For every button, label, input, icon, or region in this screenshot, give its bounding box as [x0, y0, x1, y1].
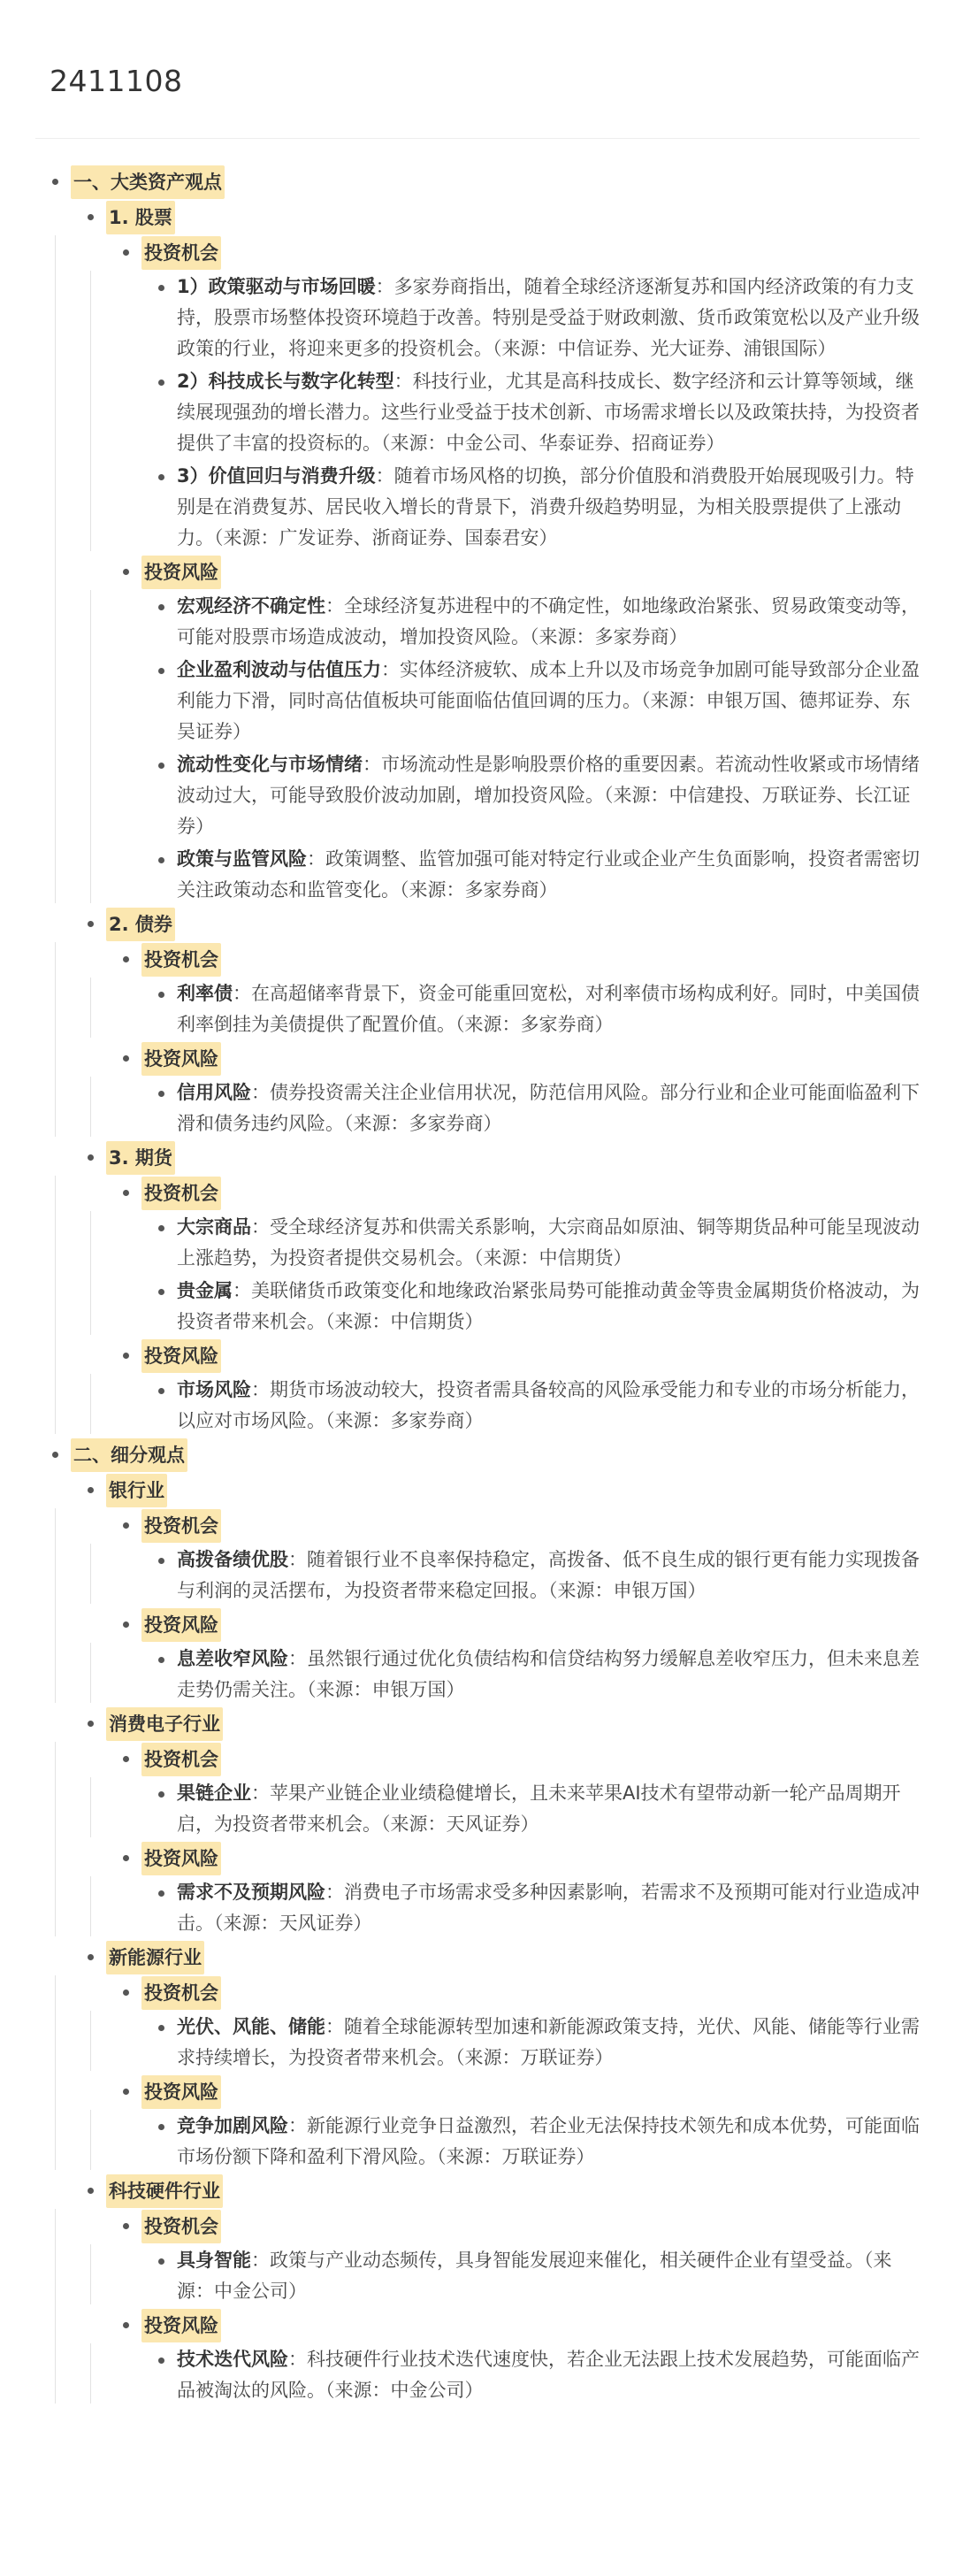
highlighted-heading: 1. 股票	[106, 201, 175, 234]
indent-guide-line	[90, 2011, 91, 2071]
leaf-text: 随着全球能源转型加速和新能源政策支持，光伏、风能、储能等行业需求持续增长，为投资者带来机会。（来源：万联证券）	[177, 2016, 920, 2068]
bullet-dot-icon[interactable]	[88, 1154, 94, 1161]
leaf-text: 全球经济复苏进程中的不确定性，如地缘政治紧张、贸易政策变动等，可能对股票市场造成波动，增加投资风险。（来源：多家券商）	[177, 595, 920, 648]
highlighted-heading: 投资风险	[141, 1608, 221, 1642]
bullet-dot-icon[interactable]	[123, 249, 129, 256]
outline-tree	[0, 165, 955, 2407]
outline-leaf-row[interactable]	[177, 1275, 955, 1338]
leaf-text: 新能源行业竞争日益激烈，若企业无法保持技术领先和成本优势，可能面临市场份额下降和盈利下滑风险。（来源：万联证券）	[177, 2115, 920, 2167]
leaf-text: 政策调整、监管加强可能对特定行业或企业产生负面影响，投资者需密切关注政策动态和监管变化。（来源：多家券商）	[177, 848, 920, 901]
bullet-dot-icon[interactable]	[158, 857, 164, 863]
indent-guide-line	[55, 942, 56, 1137]
bullet-dot-icon[interactable]	[158, 1791, 164, 1798]
outline-node-row[interactable]	[141, 1176, 955, 1211]
outline-children	[141, 2110, 955, 2174]
bullet-dot-icon[interactable]	[52, 1452, 58, 1458]
leaf-separator: ：	[307, 848, 325, 870]
indent-guide-line	[55, 1176, 56, 1434]
leaf-separator: ：	[288, 1549, 307, 1570]
outline-leaf-row[interactable]	[177, 748, 955, 843]
outline-leaf-row[interactable]	[177, 460, 955, 555]
outline-node-level-3[interactable]	[106, 1607, 955, 1706]
leaf-text: 政策与产业动态频传，具身智能发展迎来催化，相关硬件企业有望受益。（来源：中金公司）	[177, 2250, 892, 2302]
leaf-label: 具身智能	[177, 2250, 251, 2271]
highlighted-heading: 2. 债券	[106, 908, 175, 941]
leaf-separator: ：	[325, 595, 344, 617]
leaf-text: 债券投资需关注企业信用状况，防范信用风险。部分行业和企业可能面临盈利下滑和债务违约风险。（来源：多家券商）	[177, 1082, 920, 1134]
indent-guide-line	[55, 1508, 56, 1703]
highlighted-heading: 一、大类资产观点	[71, 165, 225, 199]
leaf-separator: ：	[393, 371, 413, 392]
outline-leaf-item[interactable]	[141, 590, 955, 654]
outline-node-level-2[interactable]	[71, 2174, 955, 2407]
leaf-text: 随着银行业不良率保持稳定，高拨备、低不良生成的银行更有能力实现拨备与利润的灵活摆布，为投资者带来稳定回报。（来源：申银万国）	[177, 1549, 920, 1601]
leaf-text: 科技行业，尤其是高科技成长、数字经济和云计算等领域，继续展现强劲的增长潜力。这些行业受益于技术创新、市场需求增长以及政策扶持，为投资者提供了丰富的投资标的。（来源：中金公司、华泰证券、招商证券）	[177, 371, 920, 454]
outline-leaf-item[interactable]	[141, 2244, 955, 2308]
outline-node-level-2[interactable]	[71, 907, 955, 1140]
indent-guide-line	[90, 2110, 91, 2170]
outline-node-row[interactable]	[141, 555, 955, 590]
outline-node-row[interactable]	[141, 1607, 955, 1643]
outline-node-level-2[interactable]	[71, 1706, 955, 1940]
outline-leaf-row[interactable]	[177, 365, 955, 460]
leaf-separator: ：	[233, 983, 251, 1004]
bullet-dot-icon[interactable]	[158, 380, 164, 386]
outline-children	[106, 1176, 955, 1438]
outline-node-row[interactable]	[141, 2074, 955, 2110]
leaf-label: 企业盈利波动与估值压力	[177, 659, 381, 680]
bullet-dot-icon[interactable]	[88, 1954, 94, 1960]
leaf-separator: ：	[233, 1280, 251, 1301]
highlighted-heading: 投资机会	[141, 943, 221, 977]
bullet-dot-icon[interactable]	[88, 214, 94, 220]
bullet-dot-icon[interactable]	[158, 474, 164, 480]
outline-leaf-item[interactable]	[141, 365, 955, 460]
outline-leaf-item[interactable]	[141, 1876, 955, 1940]
bullet-dot-icon[interactable]	[158, 1388, 164, 1394]
leaf-separator: ：	[325, 2016, 344, 2037]
outline-children	[141, 2343, 955, 2407]
outline-leaf-row[interactable]	[177, 1643, 955, 1706]
outline-node-level-3[interactable]	[106, 2209, 955, 2308]
outline-leaf-item[interactable]	[141, 843, 955, 907]
title-divider	[35, 138, 920, 139]
outline-children	[141, 978, 955, 1041]
bullet-dot-icon[interactable]	[158, 992, 164, 998]
outline-leaf-row[interactable]	[177, 1876, 955, 1940]
outline-leaf-item[interactable]	[141, 1544, 955, 1607]
outline-leaf-item[interactable]	[141, 1643, 955, 1706]
bullet-dot-icon[interactable]	[158, 2124, 164, 2130]
outline-node-row[interactable]	[141, 2308, 955, 2343]
outline-node-level-3[interactable]	[106, 1176, 955, 1338]
highlighted-heading: 科技硬件行业	[106, 2174, 223, 2208]
outline-node-level-3[interactable]	[106, 2308, 955, 2407]
leaf-label: 高拨备绩优股	[177, 1549, 288, 1570]
indent-guide-line	[90, 590, 91, 903]
outline-leaf-item[interactable]	[141, 1777, 955, 1841]
bullet-dot-icon[interactable]	[123, 1190, 129, 1196]
leaf-label: 1）政策驱动与市场回暖	[177, 276, 376, 297]
leaf-text: 科技硬件行业技术迭代速度快，若企业无法跟上技术发展趋势，可能面临产品被淘汰的风险。（来源：中金公司）	[177, 2349, 920, 2401]
outline-children	[71, 1473, 955, 2407]
bullet-dot-icon[interactable]	[123, 2322, 129, 2328]
outline-children	[141, 1544, 955, 1607]
indent-guide-line	[90, 2343, 91, 2404]
bullet-dot-icon[interactable]	[158, 1657, 164, 1663]
outline-children	[71, 200, 955, 1438]
bullet-dot-icon[interactable]	[88, 1487, 94, 1493]
bullet-dot-icon[interactable]	[158, 763, 164, 769]
outline-leaf-row[interactable]	[177, 1777, 955, 1841]
leaf-separator: ：	[375, 465, 394, 487]
outline-node-level-2[interactable]	[71, 200, 955, 907]
outline-leaf-item[interactable]	[141, 748, 955, 843]
outline-node-level-3[interactable]	[106, 1041, 955, 1140]
outline-leaf-row[interactable]	[177, 2110, 955, 2174]
bullet-dot-icon[interactable]	[158, 1558, 164, 1564]
outline-leaf-item[interactable]	[141, 1374, 955, 1438]
outline-children	[106, 942, 955, 1140]
bullet-dot-icon[interactable]	[123, 1353, 129, 1359]
indent-guide-line	[90, 1643, 91, 1703]
outline-node-row[interactable]	[71, 165, 955, 200]
outline-leaf-row[interactable]	[177, 1077, 955, 1140]
outline-children	[141, 1777, 955, 1841]
outline-leaf-row[interactable]	[177, 654, 955, 748]
outline-children	[141, 2244, 955, 2308]
indent-guide-line	[90, 1544, 91, 1604]
outline-node-row[interactable]	[106, 1940, 955, 1975]
leaf-label: 技术迭代风险	[177, 2349, 288, 2370]
outline-node-row[interactable]	[106, 1140, 955, 1176]
bullet-dot-icon[interactable]	[158, 2258, 164, 2265]
outline-children	[141, 1643, 955, 1706]
leaf-label: 大宗商品	[177, 1216, 251, 1238]
outline-node-row[interactable]	[141, 1742, 955, 1777]
indent-guide-line	[90, 1211, 91, 1335]
leaf-label: 宏观经济不确定性	[177, 595, 325, 617]
outline-children	[106, 1975, 955, 2174]
leaf-label: 息差收窄风险	[177, 1648, 288, 1669]
outline-node-row[interactable]	[71, 1438, 955, 1473]
highlighted-heading: 投资机会	[141, 1177, 221, 1210]
outline-node-row[interactable]	[141, 235, 955, 271]
indent-guide-line	[90, 1077, 91, 1137]
outline-node-row[interactable]	[106, 1706, 955, 1742]
outline-node-row[interactable]	[106, 907, 955, 942]
outline-leaf-row[interactable]	[177, 2011, 955, 2074]
leaf-label: 信用风险	[177, 1082, 251, 1103]
leaf-label: 利率债	[177, 983, 233, 1004]
highlighted-heading: 新能源行业	[106, 1941, 204, 1974]
leaf-text: 期货市场波动较大，投资者需具备较高的风险承受能力和专业的市场分析能力，以应对市场风险。（来源：多家券商）	[177, 1379, 920, 1431]
bullet-dot-icon[interactable]	[158, 285, 164, 291]
leaf-separator: ：	[288, 2349, 307, 2370]
outline-node-level-3[interactable]	[106, 1508, 955, 1607]
outline-leaf-row[interactable]	[177, 271, 955, 365]
outline-leaf-item[interactable]	[141, 2110, 955, 2174]
outline-leaf-item[interactable]	[141, 2011, 955, 2074]
bullet-dot-icon[interactable]	[158, 604, 164, 610]
outline-node-level-3[interactable]	[106, 942, 955, 1041]
indent-guide-line	[90, 1777, 91, 1837]
outline-children	[106, 235, 955, 907]
outline-node-level-3[interactable]	[106, 235, 955, 555]
outline-node-row[interactable]	[141, 942, 955, 978]
leaf-separator: ：	[251, 1216, 270, 1238]
outline-children	[141, 2011, 955, 2074]
indent-guide-line	[90, 1374, 91, 1434]
leaf-text: 苹果产业链企业业绩稳健增长，且未来苹果AI技术有望带动新一轮产品周期开启，为投资者带来机会。（来源：天风证券）	[177, 1782, 901, 1835]
outline-node-row[interactable]	[141, 1841, 955, 1876]
outline-node-row[interactable]	[106, 200, 955, 235]
outline-children	[141, 1077, 955, 1140]
outline-leaf-row[interactable]	[177, 843, 955, 907]
outline-node-level-2[interactable]	[71, 1473, 955, 1706]
highlighted-heading: 消费电子行业	[106, 1707, 223, 1741]
leaf-label: 市场风险	[177, 1379, 251, 1400]
bullet-dot-icon[interactable]	[158, 1890, 164, 1897]
highlighted-heading: 投资机会	[141, 236, 221, 270]
outline-children	[106, 1742, 955, 1940]
highlighted-heading: 投资风险	[141, 2075, 221, 2109]
bullet-dot-icon[interactable]	[123, 1055, 129, 1062]
leaf-label: 贵金属	[177, 1280, 233, 1301]
bullet-dot-icon[interactable]	[88, 2188, 94, 2194]
leaf-text: 多家券商指出，随着全球经济逐渐复苏和国内经济政策的有力支持，股票市场整体投资环境趋于改善。特别是受益于财政刺激、货币政策宽松以及产业升级政策的行业，将迎来更多的投资机会。（来源：中信证券、光大证券、浦银国际）	[177, 276, 920, 359]
outline-leaf-item[interactable]	[141, 1275, 955, 1338]
outline-node-row[interactable]	[106, 2174, 955, 2209]
bullet-dot-icon[interactable]	[123, 2089, 129, 2095]
leaf-label: 政策与监管风险	[177, 848, 307, 870]
bullet-dot-icon[interactable]	[123, 1855, 129, 1861]
bullet-dot-icon[interactable]	[158, 1091, 164, 1097]
indent-guide-line	[55, 2209, 56, 2404]
outline-leaf-item[interactable]	[141, 1077, 955, 1140]
bullet-dot-icon[interactable]	[123, 1990, 129, 1996]
bullet-dot-icon[interactable]	[123, 569, 129, 575]
bullet-dot-icon[interactable]	[158, 1225, 164, 1231]
outline-node-level-3[interactable]	[106, 1338, 955, 1438]
leaf-text: 消费电子市场需求受多种因素影响，若需求不及预期可能对行业造成冲击。（来源：天风证券）	[177, 1882, 920, 1934]
outline-node-level-2[interactable]	[71, 1140, 955, 1438]
leaf-separator: ：	[251, 1782, 270, 1804]
leaf-label: 光伏、风能、储能	[177, 2016, 325, 2037]
outline-children	[106, 1508, 955, 1706]
outline-leaf-item[interactable]	[141, 2343, 955, 2407]
highlighted-heading: 投资风险	[141, 1042, 221, 1076]
leaf-label: 竞争加剧风险	[177, 2115, 288, 2136]
bullet-dot-icon[interactable]	[123, 1522, 129, 1529]
leaf-separator: ：	[251, 1379, 270, 1400]
outline-leaf-item[interactable]	[141, 1211, 955, 1275]
indent-guide-line	[90, 978, 91, 1038]
bullet-dot-icon[interactable]	[123, 956, 129, 962]
leaf-separator: ：	[251, 1082, 270, 1103]
outline-node-level-1[interactable]	[0, 1438, 955, 2407]
highlighted-heading: 投资机会	[141, 1976, 221, 2010]
highlighted-heading: 银行业	[106, 1474, 167, 1507]
leaf-separator: ：	[251, 2250, 270, 2271]
outline-content	[0, 165, 955, 2407]
indent-guide-line	[55, 1975, 56, 2170]
outline-node-row[interactable]	[141, 2209, 955, 2244]
leaf-separator: ：	[375, 276, 394, 297]
document-title: 2411108	[50, 64, 183, 98]
leaf-label: 3）价值回归与消费升级	[177, 465, 376, 487]
outline-children	[141, 271, 955, 555]
highlighted-heading: 投资风险	[141, 1339, 221, 1373]
outline-node-row[interactable]	[141, 1508, 955, 1544]
outline-leaf-row[interactable]	[177, 978, 955, 1041]
highlighted-heading: 二、细分观点	[71, 1438, 187, 1472]
bullet-dot-icon[interactable]	[52, 179, 58, 185]
highlighted-heading: 投资风险	[141, 2309, 221, 2342]
bullet-dot-icon[interactable]	[158, 1289, 164, 1295]
leaf-separator: ：	[288, 1648, 307, 1669]
leaf-label: 2）科技成长与数字化转型	[177, 371, 394, 392]
outline-children	[106, 2209, 955, 2407]
outline-node-row[interactable]	[141, 1041, 955, 1077]
outline-node-level-3[interactable]	[106, 1975, 955, 2074]
outline-children	[141, 1876, 955, 1940]
indent-guide-line	[55, 235, 56, 903]
outline-node-level-3[interactable]	[106, 2074, 955, 2174]
highlighted-heading: 投资机会	[141, 1743, 221, 1776]
outline-leaf-row[interactable]	[177, 590, 955, 654]
outline-leaf-row[interactable]	[177, 1544, 955, 1607]
highlighted-heading: 投资风险	[141, 556, 221, 589]
highlighted-heading: 投资机会	[141, 2210, 221, 2243]
bullet-dot-icon[interactable]	[158, 2025, 164, 2031]
leaf-text: 美联储货币政策变化和地缘政治紧张局势可能推动黄金等贵金属期货价格波动，为投资者带来机会。（来源：中信期货）	[177, 1280, 920, 1332]
bullet-dot-icon[interactable]	[158, 2358, 164, 2364]
highlighted-heading: 投资风险	[141, 1842, 221, 1875]
outline-leaf-row[interactable]	[177, 1374, 955, 1438]
outline-node-level-3[interactable]	[106, 1742, 955, 1841]
outline-leaf-row[interactable]	[177, 2244, 955, 2308]
outline-leaf-row[interactable]	[177, 1211, 955, 1275]
bullet-dot-icon[interactable]	[88, 1721, 94, 1727]
outline-leaf-item[interactable]	[141, 654, 955, 748]
leaf-separator: ：	[363, 754, 381, 775]
outline-leaf-item[interactable]	[141, 271, 955, 365]
outline-node-level-1[interactable]	[0, 165, 955, 1438]
outline-children	[141, 1374, 955, 1438]
outline-node-level-3[interactable]	[106, 555, 955, 907]
outline-node-level-2[interactable]	[71, 1940, 955, 2174]
leaf-separator: ：	[325, 1882, 344, 1903]
outline-leaf-row[interactable]	[177, 2343, 955, 2407]
leaf-label: 需求不及预期风险	[177, 1882, 325, 1903]
leaf-separator: ：	[381, 659, 400, 680]
outline-leaf-item[interactable]	[141, 978, 955, 1041]
outline-node-row[interactable]	[141, 1338, 955, 1374]
bullet-dot-icon[interactable]	[123, 1622, 129, 1628]
indent-guide-line	[55, 1742, 56, 1936]
leaf-text: 实体经济疲软、成本上升以及市场竞争加剧可能导致部分企业盈利能力下滑，同时高估值板块可能面临估值回调的压力。（来源：申银万国、德邦证券、东吴证券）	[177, 659, 920, 742]
outline-children	[141, 590, 955, 907]
leaf-text: 在高超储率背景下，资金可能重回宽松，对利率债市场构成利好。同时，中美国债利率倒挂为美债提供了配置价值。（来源：多家券商）	[177, 983, 920, 1035]
indent-guide-line	[90, 2244, 91, 2304]
highlighted-heading: 投资机会	[141, 1509, 221, 1543]
highlighted-heading: 3. 期货	[106, 1141, 175, 1175]
leaf-text: 虽然银行通过优化负债结构和信贷结构努力缓解息差收窄压力，但未来息差走势仍需关注。（来源：申银万国）	[177, 1648, 920, 1700]
bullet-dot-icon[interactable]	[123, 2223, 129, 2229]
indent-guide-line	[90, 1876, 91, 1936]
outline-node-row[interactable]	[106, 1473, 955, 1508]
bullet-dot-icon[interactable]	[123, 1756, 129, 1762]
leaf-label: 果链企业	[177, 1782, 251, 1804]
leaf-text: 受全球经济复苏和供需关系影响，大宗商品如原油、铜等期货品种可能呈现波动上涨趋势，为投资者提供交易机会。（来源：中信期货）	[177, 1216, 920, 1269]
leaf-label: 流动性变化与市场情绪	[177, 754, 363, 775]
bullet-dot-icon[interactable]	[158, 668, 164, 674]
indent-guide-line	[90, 271, 91, 551]
outline-children	[141, 1211, 955, 1338]
leaf-text: 随着市场风格的切换，部分价值股和消费股开始展现吸引力。特别是在消费复苏、居民收入增长的背景下，消费升级趋势明显，为相关股票提供了上涨动力。（来源：广发证券、浙商证券、国泰君安）	[177, 465, 914, 548]
bullet-dot-icon[interactable]	[88, 921, 94, 927]
leaf-separator: ：	[288, 2115, 307, 2136]
outline-node-row[interactable]	[141, 1975, 955, 2011]
outline-leaf-item[interactable]	[141, 460, 955, 555]
outline-node-level-3[interactable]	[106, 1841, 955, 1940]
leaf-text: 市场流动性是影响股票价格的重要因素。若流动性收紧或市场情绪波动过大，可能导致股价波动加剧，增加投资风险。（来源：中信建投、万联证券、长江证券）	[177, 754, 920, 837]
